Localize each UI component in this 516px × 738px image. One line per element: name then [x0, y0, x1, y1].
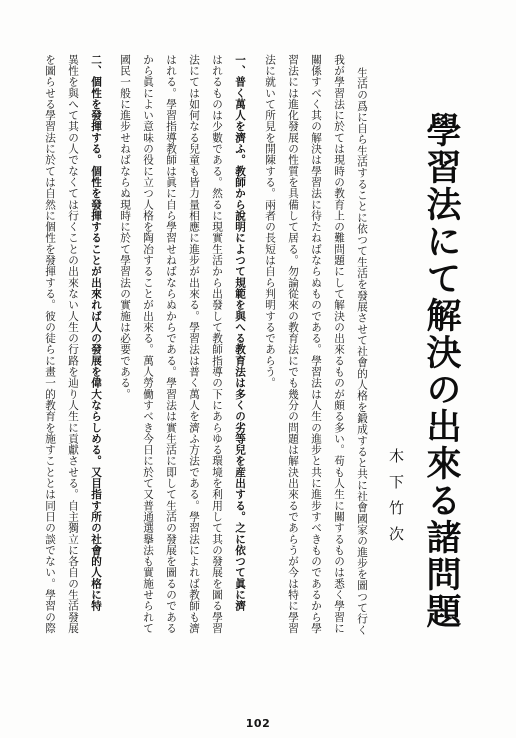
body-line-14: を圖らせる學習法に於ては自然に個性を發揮する。彼の徒らに畫一的教育を施すこととは同日の談でない。學習の際: [44, 54, 56, 634]
body-line-2: 我が學習法に於ては現時の教育上の難問題にして解決の出來るものが頗る多い。苟も人生に關するものは悉く學習に: [333, 54, 345, 634]
body-line-11: 國民一般に進步せねばならぬ現時に於て學習法の實施は必要である。: [119, 54, 131, 400]
body-line-7: はれるものは少數である。然るに現實生活から出發して教師指導の下にあらゆる環境を利用して其の發展を圖る學習: [211, 54, 223, 634]
body-line-1: 生活の爲に自ら生活することに依つて生活を發展させて社會的人格を鍛成すると共に社會國家の進步を圖つて行く: [356, 67, 368, 636]
article-title: 學習法にて解決の出來る諸問題: [421, 112, 462, 630]
section-2-heading-line: 二、個性を發揮する。個性を發揮することが出來れば人の發展を偉大ならしめる。又目指す所の社會的人格に特: [90, 54, 102, 612]
body-line-5: 法に就いて所見を開陳する。兩者の長短は自ら判明するであらう。: [264, 54, 276, 389]
body-line-8: 法にては如何なる兒童も皆力量相應に進步が出來る。學習法は普く萬人を濟ふ方法である。學習法によれば教師も濟: [188, 54, 200, 634]
section-1-heading-line: 一、普く萬人を濟ふ。教師から說明によつて規範を與へる教育法は多くの劣等兒を産出する。之に依つて眞に濟: [234, 54, 246, 612]
article-author: 木下竹次: [387, 448, 405, 552]
body-line-9: はれる。學習指導教師は眞に自ら學習せねばならぬからである。學習法は實生活に即して生活の發展を圖るのである: [165, 54, 177, 634]
page-number: 102: [245, 717, 271, 730]
body-line-4: 習法には進化發展の性質を具備して居る。勿論從來の教育法にでも幾分の問題は解決出來るであらうが今は特に學習: [287, 54, 299, 634]
body-line-13: 異性を與へて其の人でなくては行くことの出來ない人生の行路を辿り人生に貢獻させる。自主獨立に各自の生活發展: [67, 54, 79, 634]
body-line-3: 關係すべく其の解決は學習法に待たねばならぬものである。學習法は人生の進步と共に進步すべきものであるから學: [310, 54, 322, 634]
body-line-10: から眞によい意味の役に立つ人格を陶冶することが出來る。萬人勞働すべき今日に於て又普通選擧法も實施せられて: [142, 54, 154, 634]
